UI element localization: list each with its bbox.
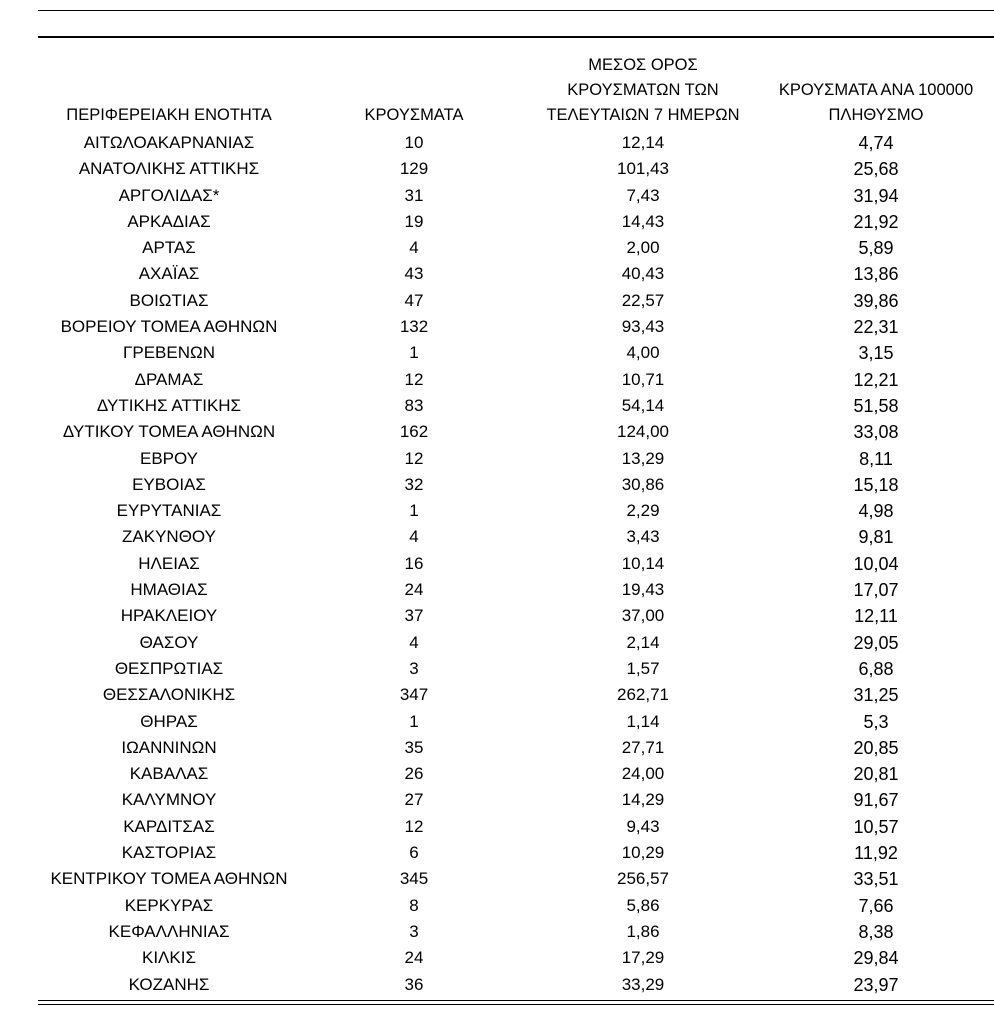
cell-region: ΚΕΦΑΛΛΗΝΙΑΣ [108,921,230,941]
table-row [38,130,994,156]
top-rule [38,10,994,11]
cell-average: 1,14 [626,711,660,731]
cell-region: ΕΥΒΟΙΑΣ [132,474,206,494]
cell-region: ΑΙΤΩΛΟΑΚΑΡΝΑΝΙΑΣ [83,133,255,152]
table-row [38,314,994,340]
cell-per-100k: 25,68 [853,159,899,180]
cell-per-100k: 12,11 [854,606,898,627]
cell-average: 33,29 [621,974,665,994]
table-row [38,893,994,919]
cell-per-100k: 20,85 [853,737,899,758]
cell-region: ΚΑΡΔΙΤΣΑΣ [123,816,215,836]
table-row [38,498,994,524]
table-row [38,340,994,366]
cell-region: ΑΡΓΟΛΙΔΑΣ* [118,185,220,205]
cell-per-100k: 22,31 [853,317,899,338]
cell-average: 14,43 [621,211,665,231]
cell-average: 2,29 [626,501,660,521]
table-row [38,866,994,892]
cell-cases: 8 [409,895,419,915]
cell-cases: 47 [404,290,424,310]
cell-average: 27,71 [621,737,665,757]
cell-region: ΑΡΚΑΔΙΑΣ [127,211,211,231]
cell-average: 1,57 [626,658,660,678]
cell-average: 2,14 [626,632,660,652]
cell-per-100k: 3,15 [858,343,894,364]
cell-cases: 43 [404,264,424,284]
cell-per-100k: 5,89 [858,238,894,259]
cell-average: 2,00 [626,238,660,258]
cell-cases: 345 [399,869,429,889]
cell-per-100k: 10,57 [853,816,899,837]
cell-cases: 12 [404,369,424,389]
table-row [38,761,994,787]
cell-per-100k: 17,07 [853,580,899,601]
header-top-rule [38,36,994,38]
cell-average: 22,57 [621,290,665,310]
table-row [38,235,994,261]
table-row [38,656,994,682]
header-per-100k: ΚΡΟΥΣΜΑΤΑ ΑΝΑ 100000 ΠΛΗΘΥΣΜΟ [778,81,974,124]
cell-average: 124,00 [617,422,669,442]
cell-region: ΚΕΝΤΡΙΚΟΥ ΤΟΜΕΑ ΑΘΗΝΩΝ [50,869,288,889]
cell-cases: 3 [409,921,419,941]
header-average: ΜΕΣΟΣ ΟΡΟΣ ΚΡΟΥΣΜΑΤΩΝ ΤΩΝ ΤΕΛΕΥΤΑΙΩΝ 7 ΗΜΕΡΩΝ [546,56,740,124]
cell-region: ΒΟΙΩΤΙΑΣ [129,290,209,310]
cell-per-100k: 21,92 [853,211,899,232]
table-row [38,577,994,603]
cell-average: 101,43 [617,159,669,179]
cell-per-100k: 6,88 [858,658,894,679]
cell-region: ΚΙΛΚΙΣ [142,948,196,968]
cell-average: 17,29 [621,948,665,968]
cell-region: ΚΕΡΚΥΡΑΣ [124,895,214,915]
cell-average: 10,14 [621,553,665,573]
cell-per-100k: 29,05 [853,632,899,653]
cell-region: ΗΛΕΙΑΣ [138,553,200,573]
cell-average: 37,00 [621,606,665,626]
table-row [38,261,994,287]
cell-per-100k: 20,81 [853,764,899,785]
cell-region: ΑΧΑΪΑΣ [138,264,200,284]
table-row [38,603,994,629]
table-row [38,393,994,419]
cell-average: 54,14 [621,395,665,415]
cell-cases: 31 [404,185,424,205]
cell-average: 14,29 [621,790,665,810]
table-row [38,156,994,182]
cell-region: ΗΜΑΘΙΑΣ [130,580,208,600]
cell-per-100k: 8,11 [859,448,893,469]
cell-cases: 6 [409,843,419,863]
table-row [38,709,994,735]
cell-region: ΔΡΑΜΑΣ [134,369,204,389]
cell-cases: 132 [399,317,429,337]
cell-per-100k: 39,86 [853,290,899,311]
cell-per-100k: 29,84 [853,948,899,969]
cell-region: ΙΩΑΝΝΙΝΩΝ [121,737,217,757]
cell-average: 12,14 [621,133,665,152]
cell-cases: 4 [409,527,419,547]
cell-per-100k: 51,58 [853,395,899,416]
cell-region: ΑΡΤΑΣ [142,238,196,258]
cell-per-100k: 33,51 [853,869,899,890]
cell-average: 9,43 [626,816,660,836]
cell-cases: 347 [399,685,429,705]
cell-per-100k: 31,25 [853,685,899,706]
cell-cases: 12 [404,448,424,468]
cell-per-100k: 13,86 [853,264,899,285]
cell-region: ΘΗΡΑΣ [140,711,198,731]
cell-per-100k: 91,67 [853,790,899,811]
table-row [38,209,994,235]
cell-region: ΔΥΤΙΚΗΣ ΑΤΤΙΚΗΣ [96,395,242,415]
cell-region: ΑΝΑΤΟΛΙΚΗΣ ΑΤΤΙΚΗΣ [78,159,260,179]
table-row [38,840,994,866]
table-row [38,919,994,945]
cell-region: ΒΟΡΕΙΟΥ ΤΟΜΕΑ ΑΘΗΝΩΝ [60,317,278,337]
cell-average: 262,71 [617,685,669,705]
cell-cases: 27 [404,790,424,810]
cell-region: ΘΕΣΠΡΩΤΙΑΣ [114,658,224,678]
cell-region: ΖΑΚΥΝΘΟΥ [122,527,216,547]
cell-per-100k: 33,08 [853,422,899,443]
cell-average: 19,43 [621,580,665,600]
cell-average: 4,00 [626,343,660,363]
cell-cases: 162 [399,422,429,442]
cell-average: 5,86 [626,895,660,915]
cell-per-100k: 5,3 [863,711,889,732]
cases-table [38,52,994,998]
cell-cases: 4 [409,238,419,258]
table-row [38,630,994,656]
header-cases: ΚΡΟΥΣΜΑΤΑ [364,106,464,124]
cell-per-100k: 15,18 [853,474,899,495]
cell-average: 10,71 [621,369,665,389]
table-row [38,472,994,498]
cell-cases: 37 [404,606,424,626]
table-row [38,446,994,472]
cell-average: 13,29 [621,448,665,468]
table-row [38,419,994,445]
cell-region: ΚΑΣΤΟΡΙΑΣ [121,843,217,863]
cell-cases: 32 [404,474,424,494]
cell-average: 24,00 [621,764,665,784]
bottom-rule-double [38,1004,994,1005]
table-row [38,551,994,577]
cell-cases: 24 [404,948,424,968]
cell-cases: 19 [404,211,424,231]
cell-cases: 1 [409,343,419,363]
cell-region: ΕΥΡΥΤΑΝΙΑΣ [116,501,222,521]
cell-per-100k: 4,74 [858,133,894,153]
cell-region: ΚΑΛΥΜΝΟΥ [121,790,217,810]
table-body [38,130,994,998]
cell-cases: 36 [404,974,424,994]
table-row [38,682,994,708]
cell-per-100k: 8,38 [858,921,894,942]
cell-cases: 10 [404,133,424,152]
table-header [38,52,994,130]
cell-region: ΔΥΤΙΚΟΥ ΤΟΜΕΑ ΑΘΗΝΩΝ [62,422,276,442]
cell-average: 93,43 [621,317,665,337]
cell-per-100k: 12,21 [853,369,899,390]
cell-average: 256,57 [617,869,669,889]
cell-average: 3,43 [626,527,660,547]
table-row [38,814,994,840]
cell-per-100k: 4,98 [858,501,894,522]
cell-per-100k: 7,66 [858,895,894,916]
cell-average: 40,43 [621,264,665,284]
cell-region: ΓΡΕΒΕΝΩΝ [123,343,215,363]
table-row [38,367,994,393]
cell-cases: 4 [409,632,419,652]
cell-cases: 83 [404,395,424,415]
cell-average: 1,86 [626,921,660,941]
cell-per-100k: 9,81 [858,527,894,548]
cell-cases: 1 [409,501,419,521]
cell-cases: 129 [399,159,429,179]
header-region: ΠΕΡΙΦΕΡΕΙΑΚΗ ΕΝΟΤΗΤΑ [66,106,272,124]
cell-region: ΕΒΡΟΥ [139,448,199,468]
cell-per-100k: 10,04 [853,553,899,574]
cell-cases: 3 [409,658,419,678]
cell-average: 30,86 [621,474,665,494]
cell-region: ΘΑΣΟΥ [139,632,199,652]
cell-cases: 1 [409,711,419,731]
cell-per-100k: 23,97 [853,974,899,995]
cell-per-100k: 11,92 [854,843,898,864]
cell-cases: 24 [404,580,424,600]
table-row [38,524,994,550]
table-row [38,735,994,761]
cell-average: 10,29 [621,843,665,863]
cell-region: ΚΑΒΑΛΑΣ [129,764,209,784]
cell-region: ΗΡΑΚΛΕΙΟΥ [120,606,218,626]
cell-cases: 26 [404,764,424,784]
cell-per-100k: 31,94 [853,185,899,206]
table-row [38,972,994,998]
table-row [38,288,994,314]
cell-cases: 16 [404,553,424,573]
cell-region: ΘΕΣΣΑΛΟΝΙΚΗΣ [102,685,236,705]
table-row [38,183,994,209]
bottom-rule [38,1000,994,1001]
table-row [38,787,994,813]
cell-average: 7,43 [626,185,660,205]
cell-region: ΚΟΖΑΝΗΣ [128,974,210,994]
cell-cases: 35 [404,737,424,757]
table-row [38,945,994,971]
cell-cases: 12 [404,816,424,836]
